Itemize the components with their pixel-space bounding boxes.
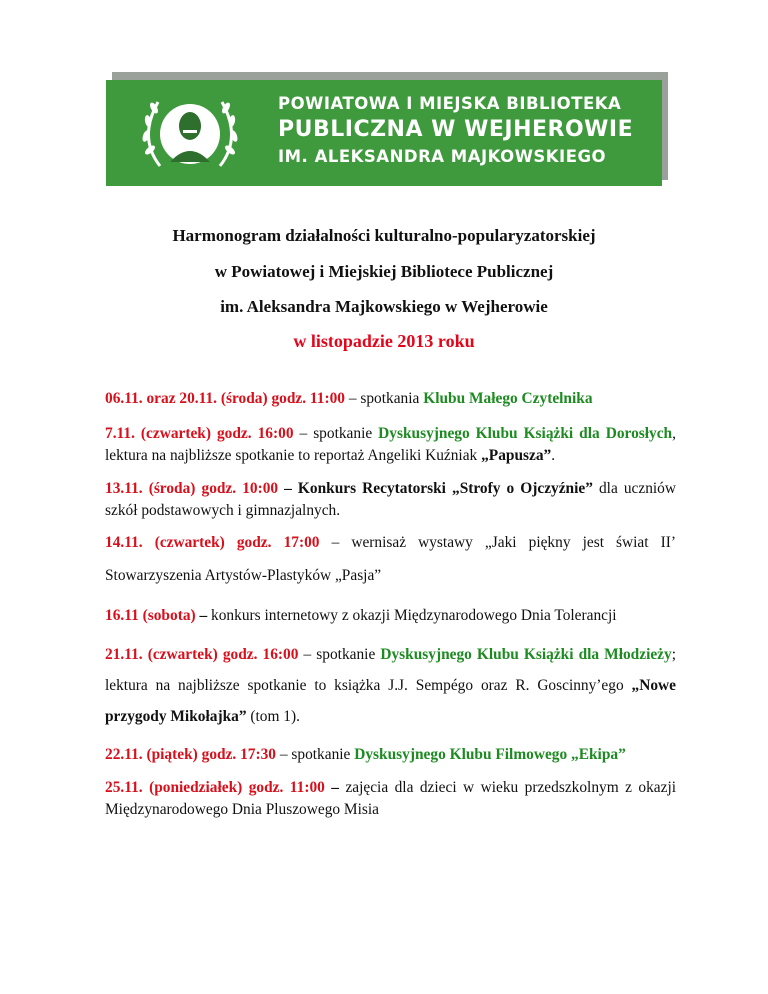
event-date: 14.11. (czwartek) godz. 17:00 (105, 534, 320, 551)
event-item (105, 526, 676, 592)
event-dash: – (324, 779, 346, 796)
event-date: 21.11. (czwartek) godz. 16:00 (105, 646, 299, 663)
event-date: 22.11. (piątek) godz. 17:30 (105, 746, 277, 763)
event-text: – spotkanie (293, 425, 379, 442)
event-date: 06.11. oraz 20.11. (środa) godz. 11:00 (105, 390, 345, 407)
document-title-line-2: w Powiatowej i Miejskiej Bibliotece Publicznej (214, 262, 554, 281)
banner-line-2: PUBLICZNA W WEJHEROWIE (278, 117, 634, 142)
library-banner (106, 76, 668, 186)
event-club: Dyskusyjnego Klubu Filmowego „Ekipa” (354, 746, 626, 763)
banner-line-1: POWIATOWA I MIEJSKA BIBLIOTEKA (278, 94, 622, 113)
banner-logo (106, 80, 662, 186)
event-text: – wernisaż wystawy „Jaki piękny jest świat II’ Stowarzyszenia Artystów-Plastyków „Pasja” (105, 534, 676, 584)
banner-line-3: IM. ALEKSANDRA MAJKOWSKIEGO (278, 147, 607, 166)
event-item (105, 639, 676, 732)
event-text: – spotkanie (298, 646, 381, 663)
event-text: – spotkania (344, 390, 424, 407)
event-item (105, 388, 676, 410)
document-period: w listopadzie 2013 roku (293, 331, 475, 351)
event-text: . (551, 447, 556, 464)
document-title-line-1: Harmonogram działalności kulturalno-popularyzatorskiej (172, 226, 596, 245)
majkowski-portrait-emblem (120, 88, 260, 180)
event-book-title: „Nowe przygody Mikołajka” (105, 677, 676, 725)
event-book-title: „Papusza” (481, 447, 552, 464)
event-item (105, 478, 676, 522)
event-text: (tom 1). (246, 708, 300, 725)
event-club: Klubu Małego Czytelnika (423, 390, 593, 407)
event-club: Dyskusyjnego Klubu Książki dla Dorosłych (378, 425, 673, 442)
event-text: dla uczniów szkół podstawowych i gimnazjalnych. (105, 480, 676, 519)
event-date: 7.11. (czwartek) godz. 16:00 (105, 425, 294, 442)
event-item (105, 744, 676, 766)
event-club: Dyskusyjnego Klubu Książki dla Młodzieży (380, 646, 672, 663)
event-item (105, 777, 676, 821)
event-date: 16.11 (sobota) (105, 607, 196, 624)
event-list (105, 388, 676, 821)
event-text: , lektura na najbliższe spotkanie to reportaż Angeliki Kuźniak (105, 425, 676, 464)
event-text: – spotkanie (276, 746, 355, 763)
event-contest: – Konkurs Recytatorski „Strofy o Ojczyźnie” (278, 480, 593, 497)
event-date: 25.11. (poniedziałek) godz. 11:00 (105, 779, 325, 796)
event-item (105, 600, 676, 631)
event-text: ; lektura na najbliższe spotkanie to książka J.J. Sempégo oraz R. Goscinny’ego (105, 646, 676, 694)
event-text: zajęcia dla dzieci w wieku przedszkolnym z okazji Międzynarodowego Dnia Pluszowego Misia (105, 779, 677, 818)
document-title-line-3: im. Aleksandra Majkowskiego w Wejherowie (220, 297, 548, 316)
banner-text (278, 93, 633, 169)
event-text: konkurs internetowy z okazji Międzynarodowego Dnia Tolerancji (211, 607, 617, 624)
event-date: 13.11. (środa) godz. 10:00 (105, 480, 279, 497)
event-item (105, 423, 676, 467)
event-dash: – (195, 607, 212, 624)
